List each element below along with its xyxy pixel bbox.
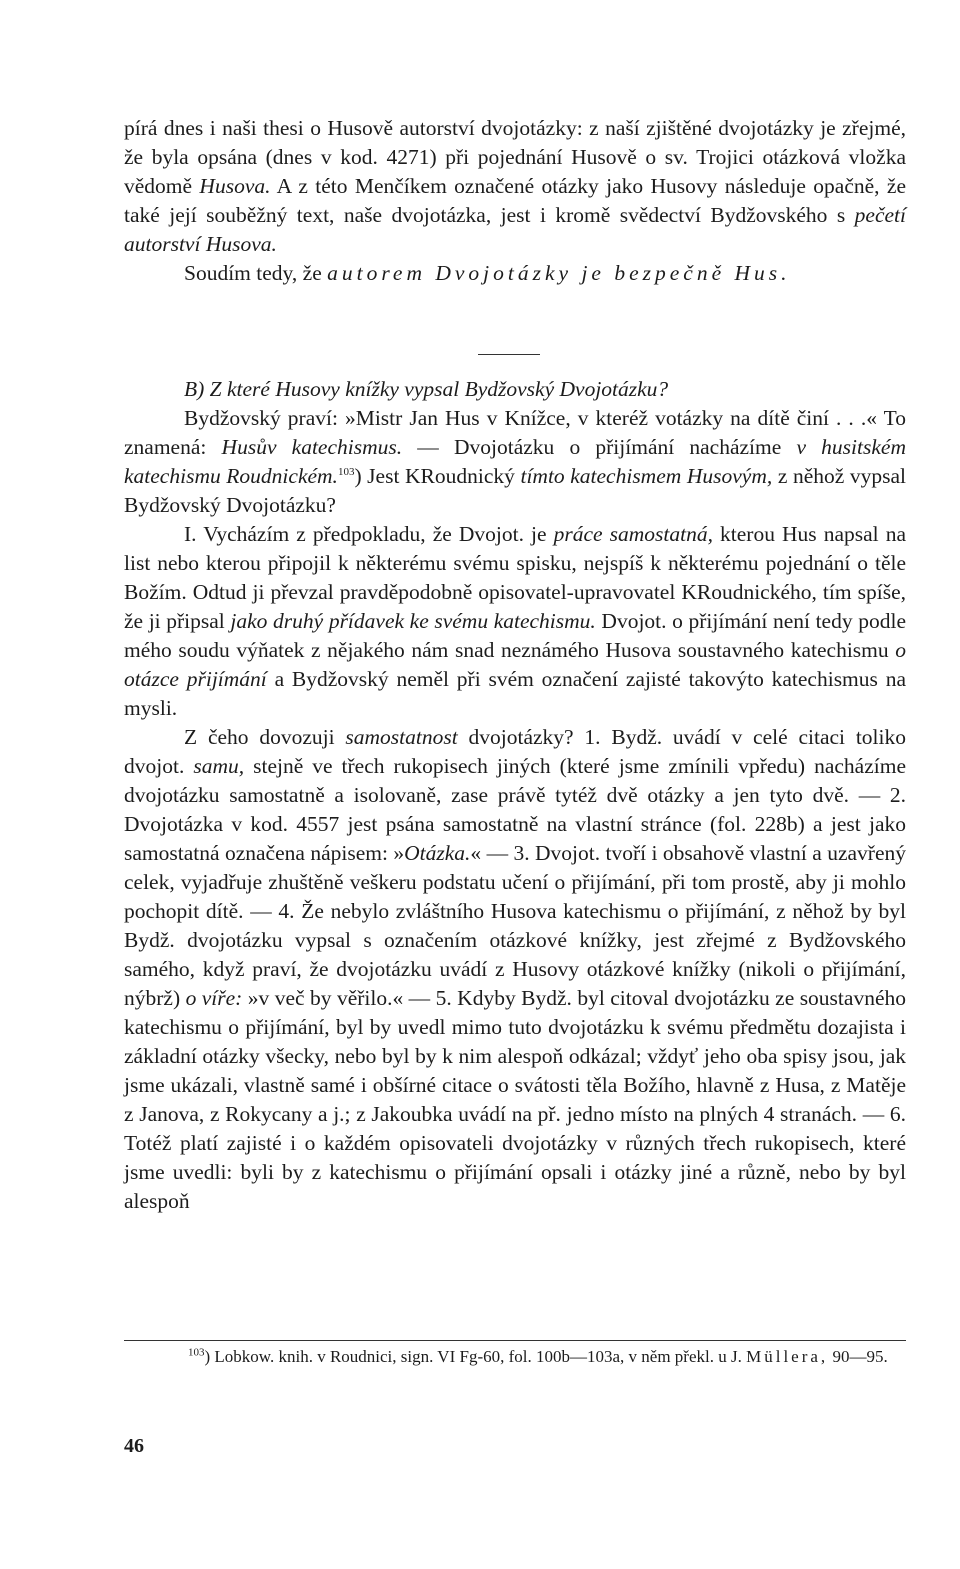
text-run: — Dvojotázku o přijímání nacházíme: [402, 435, 797, 459]
text-run: a Bydžovský neměl při svém označení zajisté takovýto katechismus na mysli.: [124, 667, 906, 720]
text-run: A z této Menčíkem označené otázky jako Husovy následuje opačně, že také její souběžný text, naše dvojotázka, jest i kromě svědectví Bydžovského s: [124, 174, 906, 227]
intro-paragraph: [124, 114, 906, 259]
footnote-divider: [124, 1340, 906, 1341]
italic-run: samu,: [193, 754, 245, 778]
italic-run: v husitském katechismu Roudnickém.: [124, 435, 906, 488]
main-text-block: [124, 404, 906, 1216]
text-run: pírá dnes i naši thesi o Husově autorství dvojotázky: z naší zjištěné dvojotázky je zřejmé, že byla opsána (dnes v kod. 4271) při pojednání Husově o sv. Trojici otázková vložka vědomě: [124, 116, 906, 198]
italic-run: Husův katechismus.: [221, 435, 403, 459]
text-run: dvojotázky? 1. Bydž. uvádí v celé citaci toliko dvojot.: [124, 725, 907, 778]
text-run: Z čeho dovozuji: [184, 725, 346, 749]
footnote: [124, 1345, 906, 1368]
text-run: « — 3. Dvojot. tvoří i obsahově vlastní a uzavřený celek, vyjadřuje zhuštěně veškeru podstatu učení o přijímání, při tom prostě, aby ji mohlo pochopit dítě. — 4. Že nebylo zvláštního Husova katechismu o přijímání, z něhož by byl Bydž. dvojotázku vypsal s označením otázkové knížky, jest zřejmé z Bydžovského samého, když praví, že dvojotázku uvádí z Husovy otázkové knížky (nikoli o přijímání, nýbrž): [124, 841, 907, 1010]
text-run: Soudím tedy, že: [184, 261, 328, 285]
footnote-indent: [124, 1347, 188, 1366]
italic-run: samostatnost: [345, 725, 458, 749]
italic-run: práce samostatná,: [553, 522, 713, 546]
text-run: »v več by věřilo.« — 5. Kdyby Bydž. byl citoval dvojotázku ze soustavného katechismu o přijímání, byl by uvedl mimo tuto dvojotázku k svému předmětu dozajista i základní otázky všecky, nebo byl by k nim alespoň odkázal; vždyť jeho oba spisy jsou, jak jsme ukázali, vlastně samé i obšírné citace o svátosti těla Božího, hlavně z Husa, z Matěje z Janova, z Rokycany a j.; z Jakoubka uvádí na př. jedno místo na plných 4 stranách. — 6. Totéž platí zajisté i o každém opisovateli dvojotázky v různých třech rukopisech, které jsme uvedli: byli by z katechismu o přijímání opsali i otázky jiné a různě, nebo by byl alespoň: [124, 986, 906, 1213]
italic-run: tímto katechismem Husovým,: [520, 464, 773, 488]
paragraph-2: [124, 520, 906, 723]
text-run: stejně ve třech rukopisech jiných (které jsme zmínili vpředu) nacházíme dvojotázku samostatně a isolovaně, zase právě tytéž dvě otázky a jen tyto dvě. — 2. Dvojotázka v kod. 4557 jest psána samostatně na vlastní stránce (fol. 228b) a jest jako samostatná označena nápisem: »: [124, 754, 906, 865]
intro-block: [124, 114, 906, 288]
italic-run: Otázka.: [404, 841, 471, 865]
page-number: 46: [124, 1435, 144, 1457]
text-run: ) Lobkow. knih. v Roudnici, sign. VI Fg-60, fol. 100b—103a, v něm překl. u J.: [204, 1347, 747, 1366]
section-heading: B) Z které Husovy knížky vypsal Bydžovský Dvojotázku?: [184, 377, 669, 401]
section-divider: [478, 354, 540, 355]
text-run: I. Vycházím z předpokladu, že Dvojot. je: [184, 522, 554, 546]
paragraph-3: [124, 723, 906, 1216]
italic-run: o otázce přijímání: [124, 638, 906, 691]
spaced-italic-run: autorem Dvojotázky je bezpečně Hus.: [327, 261, 791, 285]
paragraph-1: [124, 404, 906, 520]
footnote-ref[interactable]: 103: [337, 465, 355, 478]
spaced-run: Müllera,: [746, 1347, 829, 1366]
text-run: ) Jest KRoudnický: [354, 464, 521, 488]
text-run: z něhož vypsal Bydžovský Dvojotázku?: [124, 464, 906, 517]
conclusion-paragraph: [124, 259, 906, 288]
italic-run: o víře:: [185, 986, 243, 1010]
footnote-mark: 103: [188, 1346, 205, 1359]
text-run: Dvojot. o přijímání není tedy podle mého soudu výňatek z nějakého nám snad neznámého Husova soustavného katechismu: [124, 609, 906, 662]
text-run: 90—95.: [828, 1347, 888, 1366]
text-run: kterou Hus napsal na list nebo kterou připojil k některému svému spisku, nejspíš k některému pojednání o těle Božím. Odtud ji převzal pravděpodobně opisovatel-upravovatel KRoudnického, tím spíše, že ji připsal: [124, 522, 906, 633]
italic-run: jako druhý přídavek ke svému katechismu.: [230, 609, 596, 633]
italic-run: Husova.: [199, 174, 271, 198]
italic-run: pečetí autorství Husova.: [124, 203, 906, 256]
text-run: Bydžovský praví: »Mistr Jan Hus v Knížce, v kteréž votázky na dítě činí . . .« To znamená:: [124, 406, 906, 459]
